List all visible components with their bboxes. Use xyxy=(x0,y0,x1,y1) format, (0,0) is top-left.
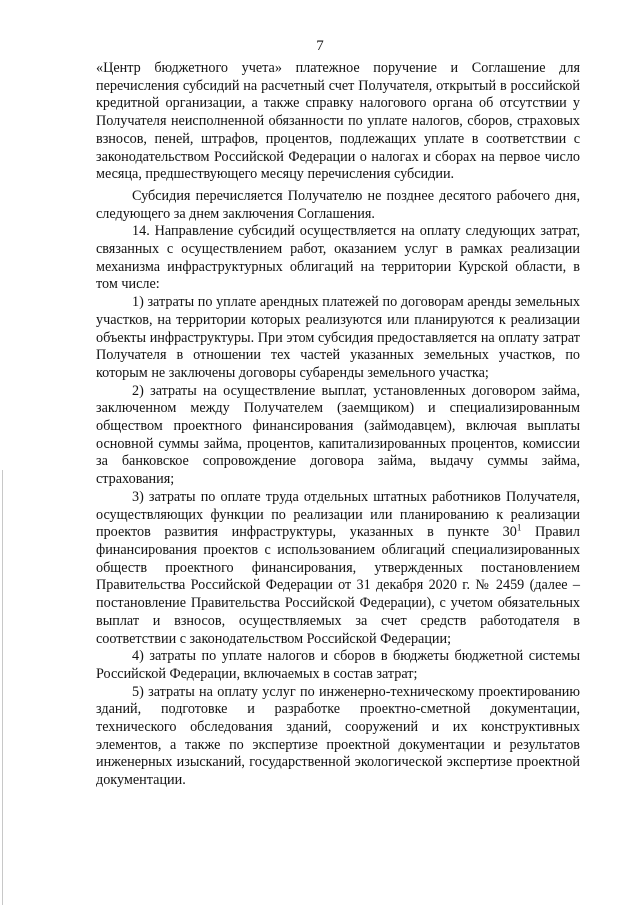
list-item-2: 2) затраты на осуществление выплат, установленных договором займа, заключенном между Получателем (заемщиком) и специализированным обществом проектного финансирования (займодавцем), включая выплаты основной суммы займа, процентов, капитализированных процентов, комиссии за банковское сопровождение договора займа, выдачу суммы займа, страхования; xyxy=(96,382,580,488)
footnote-superscript: 1 xyxy=(516,522,522,533)
list-item-3 xyxy=(96,489,580,648)
list-item-4: 4) затраты по уплате налогов и сборов в бюджеты бюджетной системы Российской Федерации, включаемых в состав затрат; xyxy=(96,648,580,682)
scan-edge-line xyxy=(2,470,3,905)
paragraph-continuation: «Центр бюджетного учета» платежное поручение и Соглашение для перечисления субсидий на расчетный счет Получателя, открытый в российской кредитной организации, а также справку налогового органа об отсутствии у Получателя неисполненной обязанности по уплате налогов, сборов, страховых взносов, пеней, штрафов, процентов, подлежащих уплате в соответствии с законодательством Российской Федерации о налогах и сборах на первое число месяца, предшествующего месяцу перечисления субсидии. xyxy=(96,60,580,183)
list-item-3-text-a: 3) затраты по оплате труда отдельных штатных работников Получателя, осуществляющих функции по реализации или планированию к реализации проектов развития инфраструктуры, указанных в пункте 30 xyxy=(96,488,580,541)
page-number: 7 xyxy=(316,38,324,54)
list-item-3-text-b: Правил финансирования проектов с использованием облигаций специализированных обществ проектного финансирования, утвержденных постановлением Правительства Российской Федерации от 31 декабря 2020 г. № 2459 (далее – постановление Правительства Российской Федерации), с учетом обязательных выплат и взносов, осуществляемых за счет средств работодателя в соответствии с законодательством Российской Федерации; xyxy=(96,524,580,647)
list-item-1: 1) затраты по уплате арендных платежей по договорам аренды земельных участков, на территории которых реализуются или планируются к реализации объекты инфраструктуры. При этом субсидия предоставляется на оплату затрат Получателя в отношении тех частей указанных земельных участков, по которым не заключены договоры субаренды земельного участка; xyxy=(96,294,580,381)
list-item-5: 5) затраты на оплату услуг по инженерно-техническому проектированию зданий, подготовке и разработке проектно-сметной документации, технического обследования зданий, сооружений и их конструктивных элементов, а также по экспертизе проектной документации и результатов инженерных изысканий, государственной экологической экспертизе проектной документации. xyxy=(96,683,580,789)
paragraph-subsidy-transfer: Субсидия перечисляется Получателю не позднее десятого рабочего дня, следующего за днем заключения Соглашения. xyxy=(96,187,580,222)
paragraph-item-14: 14. Направление субсидий осуществляется на оплату следующих затрат, связанных с осуществлением работ, оказанием услуг в рамках реализации механизма инфраструктурных облигаций на территории Курской области, в том числе: xyxy=(96,223,580,293)
document-body xyxy=(96,60,580,790)
